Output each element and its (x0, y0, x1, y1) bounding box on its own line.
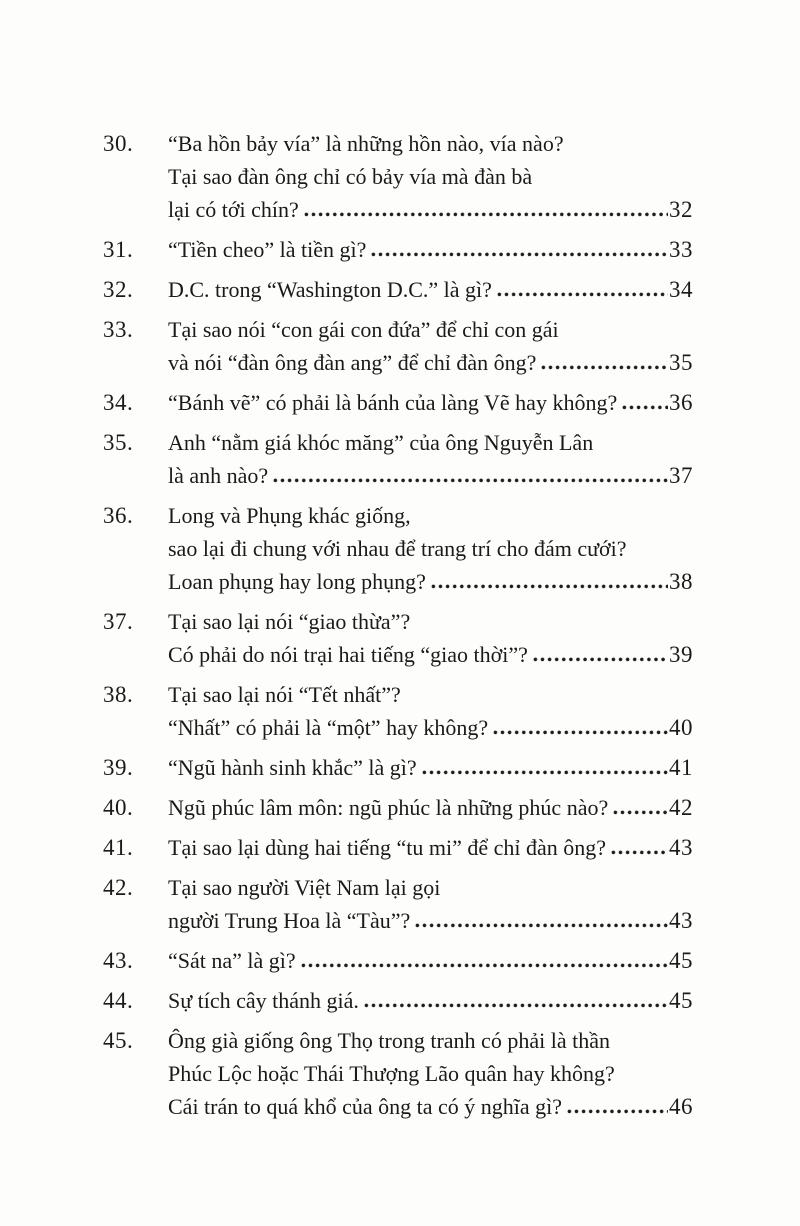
toc-entry-body (168, 944, 693, 977)
toc-entry-body (168, 386, 693, 419)
toc-entry-text: người Trung Hoa là “Tàu”? (168, 908, 411, 933)
toc-entry-number: 43. (103, 948, 134, 973)
toc-entry-number: 37. (103, 609, 134, 634)
dot-leader (567, 1109, 668, 1114)
toc-page-number: 33 (669, 237, 693, 262)
toc-page-number: 35 (669, 350, 693, 375)
toc-entry-lastline (168, 565, 693, 598)
dot-leader (364, 1003, 668, 1008)
toc-entry-lastline (168, 984, 693, 1017)
toc-entry-lastline (168, 386, 693, 419)
dot-leader (422, 770, 668, 775)
toc-entry-number: 33. (103, 317, 134, 342)
dot-leader (497, 292, 668, 297)
toc-entry-text: lại có tới chín? (168, 197, 299, 222)
toc-page-number: 41 (669, 755, 693, 780)
toc-entry-body (168, 751, 693, 784)
toc-entry-lastline (168, 711, 693, 744)
toc-entry-body (168, 984, 693, 1017)
toc-entry-lastline (168, 904, 693, 937)
dot-leader (273, 478, 668, 483)
toc-page-number: 45 (669, 948, 693, 973)
toc-entry-text: “Bánh vẽ” có phải là bánh của làng Vẽ hay không? (168, 390, 618, 415)
toc-entry-lastline (168, 233, 693, 266)
dot-leader (622, 405, 668, 410)
toc-entry (103, 944, 693, 977)
dot-leader (301, 963, 668, 968)
toc-entry-line: Anh “nằm giá khóc măng” của ông Nguyễn Lân (168, 430, 594, 455)
dot-leader (304, 212, 668, 217)
toc-entry-number: 41. (103, 835, 134, 860)
dot-leader (613, 810, 668, 815)
toc-page-number: 46 (669, 1094, 693, 1119)
toc-entry-number: 31. (103, 237, 134, 262)
toc-page-number: 32 (669, 197, 693, 222)
toc-page-number: 43 (669, 908, 693, 933)
toc-entry-lastline (168, 273, 693, 306)
toc-entry-line: Tại sao lại nói “giao thừa”? (168, 609, 411, 634)
toc-entry-number: 45. (103, 1028, 134, 1053)
toc-entry-line: Tại sao người Việt Nam lại gọi (168, 875, 441, 900)
toc-entry-lastline (168, 459, 693, 492)
toc-entry-body (168, 831, 693, 864)
toc-entry-text: “Nhất” có phải là “một” hay không? (168, 715, 489, 740)
toc-entry-text: D.C. trong “Washington D.C.” là gì? (168, 277, 492, 302)
toc-entry-number: 44. (103, 988, 134, 1013)
toc-entry-text: “Tiền cheo” là tiền gì? (168, 237, 367, 262)
toc-page-number: 42 (669, 795, 693, 820)
toc-entry-text: Tại sao lại dùng hai tiếng “tu mi” để chỉ đàn ông? (168, 835, 607, 860)
toc-page-number: 43 (669, 835, 693, 860)
toc-entry-lastline (168, 791, 693, 824)
toc-entry-number: 38. (103, 682, 134, 707)
toc-entry-text: “Sát na” là gì? (168, 948, 296, 973)
dot-leader (541, 365, 668, 370)
toc-page-number: 45 (669, 988, 693, 1013)
dot-leader (431, 584, 668, 589)
toc-entry-lastline (168, 751, 693, 784)
toc-entry-body (168, 426, 693, 492)
toc-entry-number: 30. (103, 131, 134, 156)
toc-entry-number: 35. (103, 430, 134, 455)
dot-leader (415, 923, 668, 928)
toc-entry (103, 1024, 693, 1123)
toc-entry-body (168, 791, 693, 824)
toc-entry (103, 605, 693, 671)
toc-entry-text: và nói “đàn ông đàn ang” để chỉ đàn ông? (168, 350, 537, 375)
toc-entry-text: Cái trán to quá khổ của ông ta có ý nghĩa gì? (168, 1094, 563, 1119)
toc-entry (103, 233, 693, 266)
toc-entry-text: Ngũ phúc lâm môn: ngũ phúc là những phúc nào? (168, 795, 609, 820)
toc-entry (103, 751, 693, 784)
toc-entry (103, 273, 693, 306)
toc-entry-lastline (168, 193, 693, 226)
toc-entry-line: Tại sao nói “con gái con đứa” để chỉ con gái (168, 317, 559, 342)
toc-entry (103, 791, 693, 824)
toc-list (103, 127, 693, 1130)
toc-entry-body (168, 1024, 693, 1123)
toc-entry-number: 40. (103, 795, 134, 820)
toc-page-number: 40 (669, 715, 693, 740)
toc-entry-line: Tại sao lại nói “Tết nhất”? (168, 682, 401, 707)
toc-entry-number: 34. (103, 390, 134, 415)
toc-entry (103, 499, 693, 598)
toc-entry-lastline (168, 638, 693, 671)
toc-entry (103, 313, 693, 379)
toc-entry-number: 42. (103, 875, 134, 900)
toc-entry-number: 39. (103, 755, 134, 780)
toc-entry-line: Phúc Lộc hoặc Thái Thượng Lão quân hay không? (168, 1061, 615, 1086)
toc-entry-text: Có phải do nói trại hai tiếng “giao thời”? (168, 642, 528, 667)
toc-entry-body (168, 605, 693, 671)
toc-entry (103, 127, 693, 226)
toc-page-number: 39 (669, 642, 693, 667)
toc-entry-body (168, 127, 693, 226)
toc-entry (103, 871, 693, 937)
toc-entry-text: Loan phụng hay long phụng? (168, 569, 426, 594)
toc-entry-body (168, 233, 693, 266)
toc-entry-line: sao lại đi chung với nhau để trang trí cho đám cưới? (168, 536, 627, 561)
toc-entry-number: 36. (103, 503, 134, 528)
toc-entry-body (168, 313, 693, 379)
toc-entry-lastline (168, 1090, 693, 1123)
toc-entry-text: là anh nào? (168, 463, 269, 488)
toc-entry (103, 426, 693, 492)
dot-leader (611, 850, 668, 855)
dot-leader (533, 657, 668, 662)
toc-entry-text: Sự tích cây thánh giá. (168, 988, 359, 1013)
toc-entry-line: Tại sao đàn ông chỉ có bảy vía mà đàn bà (168, 164, 533, 189)
toc-entry-line: Ông già giống ông Thọ trong tranh có phải là thần (168, 1028, 610, 1053)
toc-entry (103, 678, 693, 744)
toc-entry-line: “Ba hồn bảy vía” là những hồn nào, vía nào? (168, 131, 564, 156)
toc-page-number: 37 (669, 463, 693, 488)
toc-entry-body (168, 678, 693, 744)
toc-entry-number: 32. (103, 277, 134, 302)
dot-leader (493, 730, 668, 735)
toc-entry-line: Long và Phụng khác giống, (168, 503, 411, 528)
toc-page-number: 34 (669, 277, 693, 302)
toc-entry-body (168, 871, 693, 937)
toc-entry-body (168, 499, 693, 598)
toc-page-number: 38 (669, 569, 693, 594)
toc-entry (103, 831, 693, 864)
toc-entry-lastline (168, 831, 693, 864)
dot-leader (371, 252, 668, 257)
toc-entry-body (168, 273, 693, 306)
toc-entry (103, 386, 693, 419)
toc-page-number: 36 (669, 390, 693, 415)
toc-entry-lastline (168, 944, 693, 977)
toc-entry-lastline (168, 346, 693, 379)
toc-entry-text: “Ngũ hành sinh khắc” là gì? (168, 755, 417, 780)
toc-entry (103, 984, 693, 1017)
